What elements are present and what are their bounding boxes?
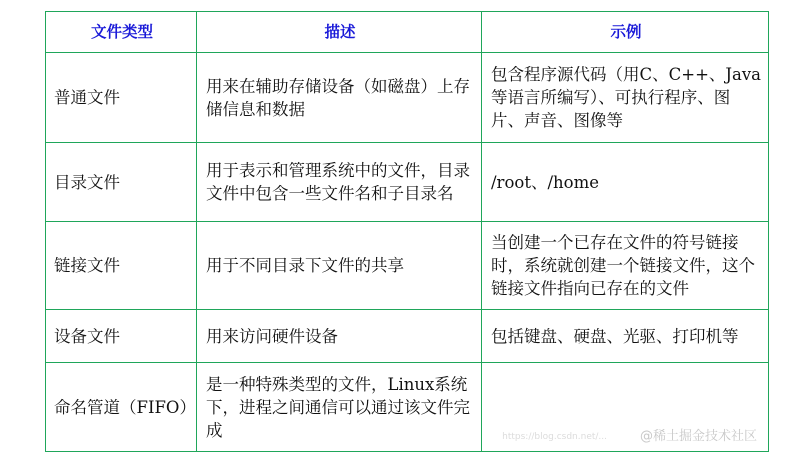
cell-example: 包括键盘、硬盘、光驱、打印机等: [482, 310, 769, 363]
table-row: [46, 310, 769, 363]
cell-file-type: 目录文件: [46, 143, 197, 222]
header-example: 示例: [482, 12, 769, 53]
cell-example: 包含程序源代码（用C、C++、Java等语言所编写）、可执行程序、图片、声音、图像等: [482, 53, 769, 143]
header-description: 描述: [197, 12, 482, 53]
cell-description: 用来访问硬件设备: [197, 310, 482, 363]
watermark: [502, 425, 757, 444]
table-row: [46, 143, 769, 222]
watermark-text: @稀土掘金技术社区: [639, 429, 757, 444]
table-row: [46, 53, 769, 143]
cell-file-type: 链接文件: [46, 222, 197, 310]
cell-description: 用于不同目录下文件的共享: [197, 222, 482, 310]
cell-description: 用于表示和管理系统中的文件，目录文件中包含一些文件名和子目录名: [197, 143, 482, 222]
cell-file-type: 命名管道（FIFO）: [46, 363, 197, 452]
header-file-type: 文件类型: [46, 12, 197, 53]
table-row: [46, 222, 769, 310]
cell-file-type: 普通文件: [46, 53, 197, 143]
cell-example: 当创建一个已存在文件的符号链接时，系统就创建一个链接文件，这个链接文件指向已存在的文件: [482, 222, 769, 310]
cell-file-type: 设备文件: [46, 310, 197, 363]
file-types-table: [45, 11, 769, 452]
watermark-faint-url: https://blog.csdn.net/...: [502, 432, 607, 442]
cell-description: 用来在辅助存储设备（如磁盘）上存储信息和数据: [197, 53, 482, 143]
cell-example: /root、/home: [482, 143, 769, 222]
table-header-row: [46, 12, 769, 53]
cell-description: 是一种特殊类型的文件，Linux系统下，进程之间通信可以通过该文件完成: [197, 363, 482, 452]
